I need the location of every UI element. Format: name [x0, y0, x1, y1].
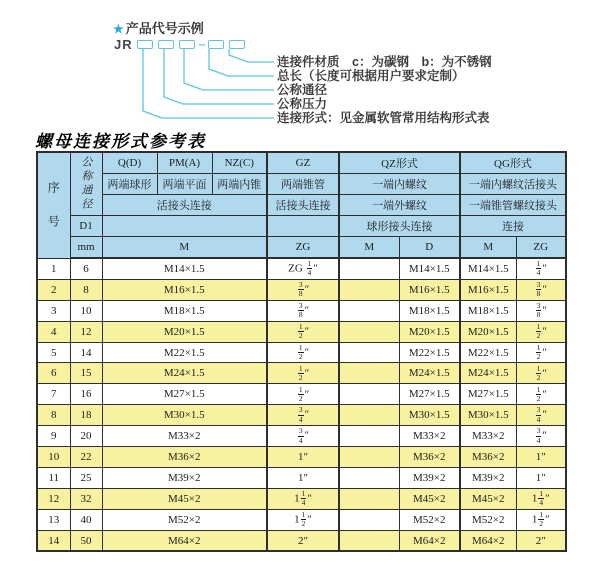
- cell-no: 2: [37, 279, 70, 300]
- cell-qz-d: M39×2: [399, 467, 460, 488]
- cell-qg-zg: $\frac{1}{4}$ ″: [516, 258, 566, 279]
- table-row: [37, 405, 566, 426]
- cell-qz-d: M18×1.5: [399, 300, 460, 321]
- fraction: $\frac{1}{4}$: [536, 259, 541, 278]
- cell-qg-zg: $\frac{1}{2}$ ″: [516, 321, 566, 342]
- cell-qz-d: M64×2: [399, 530, 460, 551]
- label-connection-form: 连接形式：见金属软管常用结构形式表: [277, 111, 490, 125]
- label-total-length: 总长（长度可根据用户要求定制）: [277, 69, 465, 83]
- cell-no: 13: [37, 509, 70, 530]
- diagram-labels: [277, 55, 492, 125]
- cell-mm: 25: [70, 467, 102, 488]
- cell-qg-m: M64×2: [460, 530, 516, 551]
- header-ends-qz: 一端内螺纹: [339, 174, 460, 195]
- cell-m: M64×2: [102, 530, 267, 551]
- header-mm: mm: [70, 237, 102, 259]
- fraction: $\frac{3}{8}$: [298, 300, 303, 320]
- cell-mm: 12: [70, 321, 102, 342]
- table-row: [37, 384, 566, 405]
- header-unit-m: M: [102, 237, 267, 259]
- cell-qg-zg: $\frac{3}{8}$ ″: [516, 279, 566, 300]
- fraction: $\frac{3}{8}$: [536, 300, 541, 320]
- table-row: [37, 509, 566, 530]
- cell-mm: 16: [70, 384, 102, 405]
- fraction: $\frac{1}{4}$: [301, 488, 306, 508]
- cell-m: M27×1.5: [102, 384, 267, 405]
- cell-m: M52×2: [102, 509, 267, 530]
- label-nominal-pressure: 公称压力: [277, 97, 328, 111]
- fraction: $\frac{1}{2}$: [536, 321, 541, 341]
- cell-m: M16×1.5: [102, 279, 267, 300]
- cell-qz-m: [339, 447, 399, 468]
- code-separator: –: [198, 36, 206, 51]
- cell-mm: 10: [70, 300, 102, 321]
- cell-gz: 1″: [267, 467, 339, 488]
- fraction: $\frac{1}{2}$: [536, 363, 541, 382]
- cell-m: M39×2: [102, 467, 267, 488]
- header-ends-pma: 两端平面: [157, 174, 212, 195]
- cell-qz-m: [339, 300, 399, 321]
- header-ends-nzc: 两端内锥: [212, 174, 267, 195]
- header-ends-qd: 两端球形: [102, 174, 157, 195]
- cell-m: M36×2: [102, 447, 267, 468]
- cell-mm: 6: [70, 258, 102, 279]
- cell-gz: $\frac{1}{2}$ ″: [267, 342, 339, 363]
- cell-qz-d: M36×2: [399, 447, 460, 468]
- cell-qz-d: M45×2: [399, 488, 460, 509]
- fraction: $\frac{1}{2}$: [301, 509, 306, 529]
- cell-qz-d: M30×1.5: [399, 405, 460, 426]
- fraction: $\frac{3}{4}$: [536, 426, 541, 445]
- cell-qg-zg: $\frac{3}{8}$ ″: [516, 300, 566, 321]
- cell-mm: 15: [70, 363, 102, 384]
- cell-qz-d: M14×1.5: [399, 258, 460, 279]
- table-title: 螺母连接形式参考表: [35, 132, 206, 151]
- table-body: [37, 258, 566, 551]
- table-row: [37, 258, 566, 279]
- header-unit-qz-m: M: [339, 237, 399, 259]
- cell-qg-zg: 1″: [516, 447, 566, 468]
- header-type-gz: GZ: [267, 152, 339, 174]
- table-row: [37, 467, 566, 488]
- cell-mm: 20: [70, 426, 102, 447]
- header-conn-qg: 一端锥管螺纹接头: [460, 195, 566, 216]
- cell-qz-m: [339, 321, 399, 342]
- cell-m: M33×2: [102, 426, 267, 447]
- label-nominal-diameter: 公称通径: [277, 83, 328, 97]
- cell-qz-d: M52×2: [399, 509, 460, 530]
- header-ends-gz: 两端锥管: [267, 174, 339, 195]
- cell-qg-zg: 2″: [516, 530, 566, 551]
- cell-qz-m: [339, 426, 399, 447]
- header-type-nzc: NZ(C): [212, 152, 267, 174]
- header-unit-zg: ZG: [267, 237, 339, 259]
- fraction: $\frac{1}{4}$: [307, 259, 312, 278]
- star-icon: ★: [113, 22, 124, 36]
- cell-qg-m: M22×1.5: [460, 342, 516, 363]
- cell-qg-m: M30×1.5: [460, 405, 516, 426]
- diagram-heading-text: 产品代号示例: [125, 21, 204, 36]
- cell-no: 9: [37, 426, 70, 447]
- header-blank-m: [102, 216, 267, 237]
- cell-qz-m: [339, 384, 399, 405]
- cell-qz-m: [339, 405, 399, 426]
- cell-no: 6: [37, 363, 70, 384]
- cell-no: 8: [37, 405, 70, 426]
- header-conn-union: 活接头连接: [102, 195, 267, 216]
- cell-qg-zg: 1 $\frac{1}{2}$ ″: [516, 509, 566, 530]
- header-ends-qg: 一端内螺纹活接头: [460, 174, 566, 195]
- header-unit-qz-d: D: [399, 237, 460, 259]
- cell-qz-m: [339, 363, 399, 384]
- cell-gz: 1 $\frac{1}{2}$ ″: [267, 509, 339, 530]
- cell-m: M14×1.5: [102, 258, 267, 279]
- cell-gz: $\frac{3}{8}$ ″: [267, 279, 339, 300]
- fraction: $\frac{1}{4}$: [539, 488, 544, 508]
- table-row: [37, 279, 566, 300]
- cell-gz: 2″: [267, 530, 339, 551]
- header-type-qd: Q(D): [102, 152, 157, 174]
- header-blank-gz: [267, 216, 339, 237]
- fraction: $\frac{1}{2}$: [298, 384, 303, 403]
- cell-qg-zg: $\frac{3}{4}$ ″: [516, 405, 566, 426]
- fraction: $\frac{3}{8}$: [298, 280, 303, 299]
- table-row: [37, 488, 566, 509]
- cell-qz-m: [339, 279, 399, 300]
- header-seq: 序号: [37, 152, 70, 258]
- cell-no: 1: [37, 258, 70, 279]
- cell-qz-d: M33×2: [399, 426, 460, 447]
- cell-no: 10: [37, 447, 70, 468]
- cell-gz: $\frac{1}{2}$ ″: [267, 384, 339, 405]
- cell-mm: 14: [70, 342, 102, 363]
- cell-qz-d: M20×1.5: [399, 321, 460, 342]
- cell-mm: 8: [70, 279, 102, 300]
- fraction: $\frac{3}{4}$: [536, 405, 541, 424]
- header-type-qg: QG形式: [460, 152, 566, 174]
- cell-m: M18×1.5: [102, 300, 267, 321]
- cell-qz-d: M16×1.5: [399, 279, 460, 300]
- fraction: $\frac{1}{2}$: [536, 342, 541, 361]
- table-row: [37, 447, 566, 468]
- cell-qg-zg: 1 $\frac{1}{4}$ ″: [516, 488, 566, 509]
- cell-qg-zg: $\frac{3}{4}$ ″: [516, 426, 566, 447]
- table-row: [37, 426, 566, 447]
- cell-gz: 1″: [267, 447, 339, 468]
- cell-qg-zg: $\frac{1}{2}$ ″: [516, 384, 566, 405]
- fraction: $\frac{1}{2}$: [298, 342, 303, 361]
- cell-m: M30×1.5: [102, 405, 267, 426]
- cell-gz: $\frac{3}{4}$ ″: [267, 405, 339, 426]
- cell-gz: $\frac{3}{4}$ ″: [267, 426, 339, 447]
- cell-m: M45×2: [102, 488, 267, 509]
- table-header: [37, 152, 566, 258]
- cell-qz-m: [339, 342, 399, 363]
- cell-qg-m: M39×2: [460, 467, 516, 488]
- fraction: $\frac{3}{4}$: [298, 405, 303, 424]
- cell-qg-m: M24×1.5: [460, 363, 516, 384]
- header-balljoint-qz: 球形接头连接: [339, 216, 460, 237]
- cell-qg-zg: 1″: [516, 467, 566, 488]
- cell-mm: 18: [70, 405, 102, 426]
- fraction: $\frac{3}{4}$: [298, 426, 303, 445]
- table-row: [37, 530, 566, 551]
- table-row: [37, 363, 566, 384]
- header-connect-qg: 连接: [460, 216, 566, 237]
- cell-no: 3: [37, 300, 70, 321]
- cell-mm: 32: [70, 488, 102, 509]
- cell-qg-m: M18×1.5: [460, 300, 516, 321]
- fraction: $\frac{1}{2}$: [536, 384, 541, 403]
- cell-gz: 1 $\frac{1}{4}$ ″: [267, 488, 339, 509]
- cell-m: M20×1.5: [102, 321, 267, 342]
- header-conn-qz: 一端外螺纹: [339, 195, 460, 216]
- cell-qg-m: M45×2: [460, 488, 516, 509]
- cell-gz: ZG $\frac{1}{4}$ ″: [267, 258, 339, 279]
- fraction: $\frac{3}{8}$: [536, 280, 541, 299]
- header-type-pma: PM(A): [157, 152, 212, 174]
- cell-mm: 50: [70, 530, 102, 551]
- cell-qz-m: [339, 509, 399, 530]
- table-row: [37, 342, 566, 363]
- cell-gz: $\frac{3}{8}$ ″: [267, 300, 339, 321]
- cell-qz-d: M22×1.5: [399, 342, 460, 363]
- cell-mm: 22: [70, 447, 102, 468]
- cell-no: 7: [37, 384, 70, 405]
- cell-gz: $\frac{1}{2}$ ″: [267, 363, 339, 384]
- label-connector-material: 连接件材质 c：为碳钢 b：为不锈钢: [277, 55, 492, 69]
- cell-qz-m: [339, 488, 399, 509]
- cell-no: 11: [37, 467, 70, 488]
- cell-qg-zg: $\frac{1}{2}$ ″: [516, 363, 566, 384]
- header-bore: 公称通径: [70, 152, 102, 216]
- cell-no: 5: [37, 342, 70, 363]
- cell-qz-m: [339, 467, 399, 488]
- cell-qz-m: [339, 258, 399, 279]
- cell-no: 14: [37, 530, 70, 551]
- cell-qg-m: M33×2: [460, 426, 516, 447]
- fraction: $\frac{1}{2}$: [539, 509, 544, 529]
- cell-qg-zg: $\frac{1}{2}$ ″: [516, 342, 566, 363]
- fraction: $\frac{1}{2}$: [298, 363, 303, 382]
- cell-qg-m: M16×1.5: [460, 279, 516, 300]
- header-conn-gz: 活接头连接: [267, 195, 339, 216]
- cell-mm: 40: [70, 509, 102, 530]
- cell-qg-m: M27×1.5: [460, 384, 516, 405]
- code-prefix: JR: [114, 36, 133, 52]
- header-type-qz: QZ形式: [339, 152, 460, 174]
- cell-no: 4: [37, 321, 70, 342]
- table-row: [37, 321, 566, 342]
- cell-no: 12: [37, 488, 70, 509]
- cell-m: M24×1.5: [102, 363, 267, 384]
- cell-m: M22×1.5: [102, 342, 267, 363]
- cell-qz-d: M24×1.5: [399, 363, 460, 384]
- cell-qg-m: M36×2: [460, 447, 516, 468]
- header-d1: D1: [70, 216, 102, 237]
- cell-qz-d: M27×1.5: [399, 384, 460, 405]
- header-unit-qg-m: M: [460, 237, 516, 259]
- cell-gz: $\frac{1}{2}$ ″: [267, 321, 339, 342]
- fraction: $\frac{1}{2}$: [298, 321, 303, 341]
- cell-qg-m: M14×1.5: [460, 258, 516, 279]
- header-unit-qg-zg: ZG: [516, 237, 566, 259]
- cell-qg-m: M20×1.5: [460, 321, 516, 342]
- cell-qg-m: M52×2: [460, 509, 516, 530]
- cell-qz-m: [339, 530, 399, 551]
- table-row: [37, 300, 566, 321]
- nut-connection-table: [36, 151, 567, 552]
